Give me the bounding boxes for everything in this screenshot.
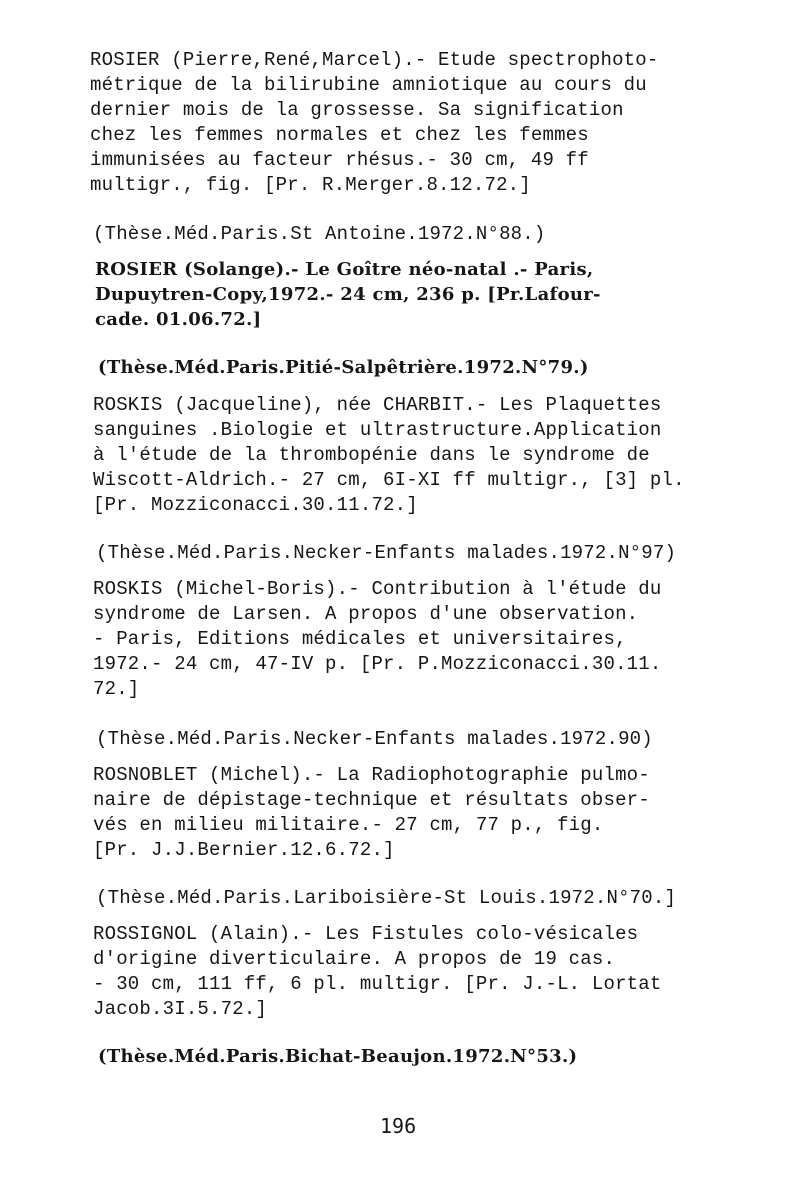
entry-4-line-4: 1972.- 24 cm, 47-IV p. [Pr. P.Mozziconacci.30.11.: [93, 653, 662, 675]
entry-1-these: (Thèse.Méd.Paris.St Antoine.1972.N°88.): [93, 223, 546, 245]
entry-4-line-1: ROSKIS (Michel-Boris).- Contribution à l'étude du: [93, 578, 662, 600]
entry-2-line-2: Dupuytren-Copy,1972.- 24 cm, 236 p. [Pr.Lafour-: [95, 284, 601, 305]
entry-1-line-6: multigr., fig. [Pr. R.Merger.8.12.72.]: [90, 174, 531, 196]
entry-6-line-1: ROSSIGNOL (Alain).- Les Fistules colo-vésicales: [93, 923, 639, 945]
entry-4-line-5: 72.]: [93, 678, 140, 700]
entry-6-line-4: Jacob.3I.5.72.]: [93, 998, 268, 1020]
entry-1-line-1: ROSIER (Pierre,René,Marcel).- Etude spectrophoto-: [90, 49, 659, 71]
entry-3-line-2: sanguines .Biologie et ultrastructure.Application: [93, 419, 662, 441]
entry-3-line-4: Wiscott-Aldrich.- 27 cm, 6I-XI ff multigr., [3] pl.: [93, 469, 685, 491]
page-number: 196: [380, 1114, 417, 1138]
entry-1-line-4: chez les femmes normales et chez les femmes: [90, 124, 589, 146]
entry-6-line-3: - 30 cm, 111 ff, 6 pl. multigr. [Pr. J.-L. Lortat: [93, 973, 662, 995]
entry-5-these: (Thèse.Méd.Paris.Lariboisière-St Louis.1972.N°70.]: [96, 887, 677, 909]
entry-3-line-5: [Pr. Mozziconacci.30.11.72.]: [93, 494, 418, 516]
entry-5-line-2: naire de dépistage-technique et résultats obser-: [93, 789, 650, 811]
entry-1-line-5: immunisées au facteur rhésus.- 30 cm, 49 ff: [90, 149, 589, 171]
entry-2-these: (Thèse.Méd.Paris.Pitié-Salpêtrière.1972.N°79.): [98, 357, 589, 378]
entry-1-line-3: dernier mois de la grossesse. Sa signification: [90, 99, 624, 121]
entry-2-line-1: ROSIER (Solange).- Le Goître néo-natal .- Paris,: [95, 259, 594, 280]
entry-6-these: (Thèse.Méd.Paris.Bichat-Beaujon.1972.N°53.): [98, 1046, 578, 1067]
entry-1-line-2: métrique de la bilirubine amniotique au cours du: [90, 74, 647, 96]
entry-4-line-2: syndrome de Larsen. A propos d'une observation.: [93, 603, 639, 625]
entry-3-line-3: à l'étude de la thrombopénie dans le syndrome de: [93, 444, 650, 466]
entry-6-line-2: d'origine diverticulaire. A propos de 19 cas.: [93, 948, 616, 970]
entry-2-line-3: cade. 01.06.72.]: [95, 309, 262, 330]
entry-5-line-1: ROSNOBLET (Michel).- La Radiophotographie pulmo-: [93, 764, 650, 786]
entry-5-line-3: vés en milieu militaire.- 27 cm, 77 p., fig.: [93, 814, 604, 836]
entry-4-these: (Thèse.Méd.Paris.Necker-Enfants malades.1972.90): [96, 728, 653, 750]
entry-3-these: (Thèse.Méd.Paris.Necker-Enfants malades.1972.N°97): [96, 542, 677, 564]
entry-5-line-4: [Pr. J.J.Bernier.12.6.72.]: [93, 839, 395, 861]
entry-4-line-3: - Paris, Editions médicales et universitaires,: [93, 628, 627, 650]
entry-3-line-1: ROSKIS (Jacqueline), née CHARBIT.- Les Plaquettes: [93, 394, 662, 416]
